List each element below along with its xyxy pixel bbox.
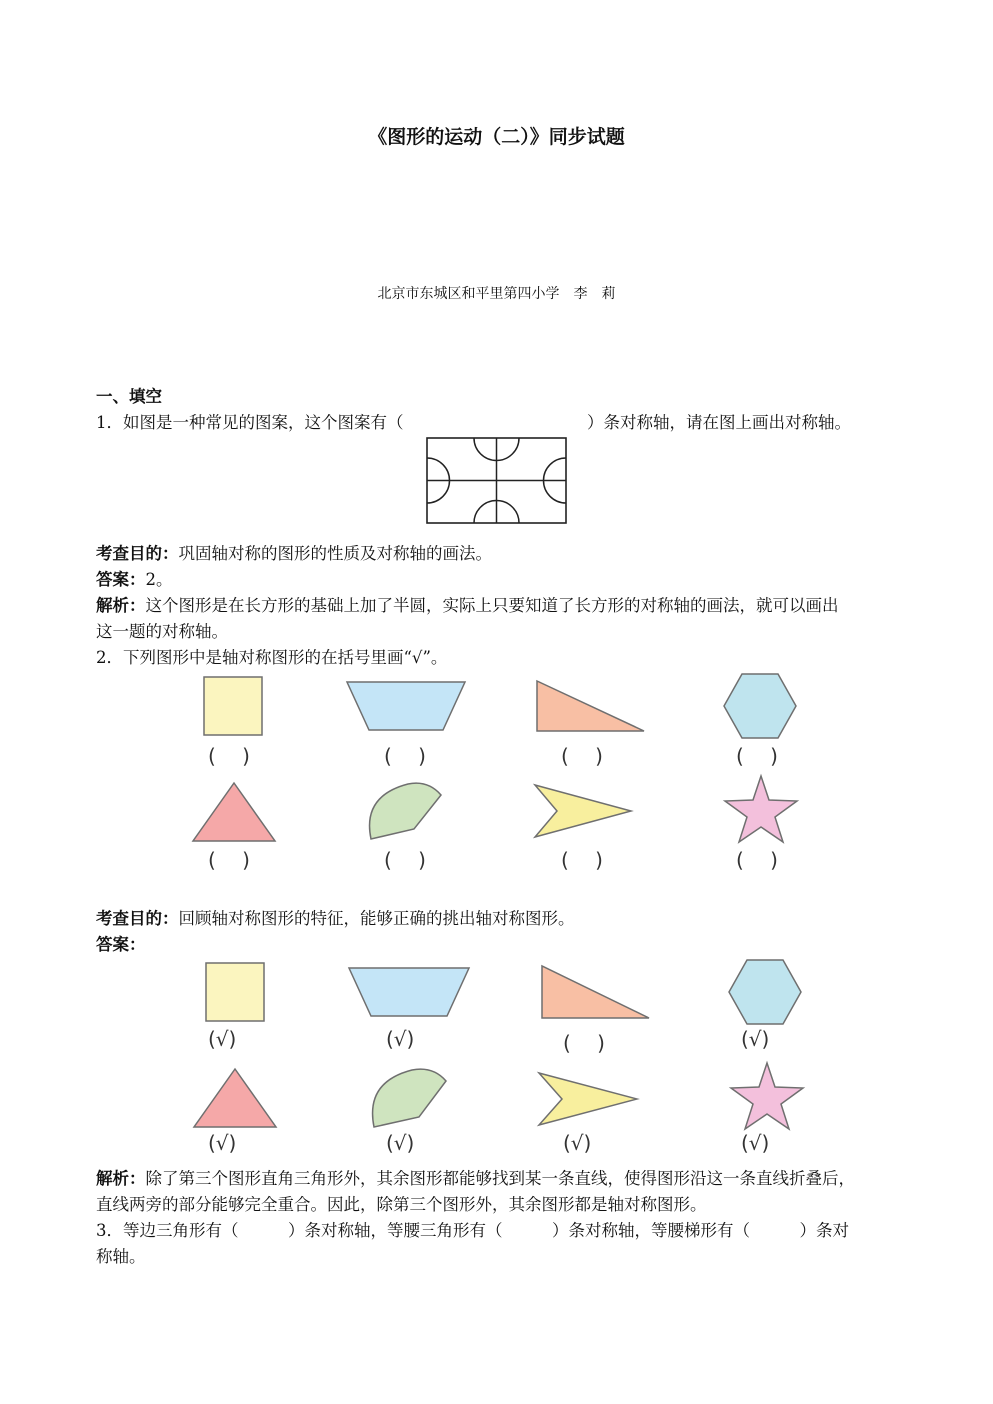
- blank-paren[interactable]: ( ): [208, 744, 250, 768]
- answer-mark: (√): [208, 1027, 237, 1051]
- q2-text: 2．下列图形中是轴对称图形的在括号里画“√”。: [96, 648, 448, 667]
- q2-analysis: 解析：除了第三个图形直角三角形外，其余图形都能够找到某一条直线，使得图形沿这一条直线折叠后，: [96, 1169, 855, 1188]
- answer-sector-shape: [369, 1068, 449, 1128]
- q1-analysis-cont: 这一题的对称轴。: [96, 622, 228, 641]
- star-shape: [724, 775, 798, 843]
- answer-star-shape: [730, 1062, 804, 1130]
- q1-purpose: 考查目的：巩固轴对称的图形的性质及对称轴的画法。: [96, 544, 492, 563]
- blank-paren[interactable]: ( ): [208, 848, 250, 872]
- q3-text: 3．等边三角形有（ ）条对称轴，等腰三角形有（ ）条对称轴，等腰梯形有（ ）条对: [96, 1221, 849, 1240]
- blank-paren[interactable]: ( ): [384, 848, 426, 872]
- answer-triangle-shape: [192, 1068, 278, 1128]
- triangle-shape: [191, 782, 277, 842]
- answer-mark: (√): [386, 1131, 415, 1155]
- q2-purpose: 考查目的：回顾轴对称图形的特征，能够正确的挑出轴对称图形。: [96, 909, 575, 928]
- answer-mark: (√): [741, 1027, 770, 1051]
- q2-analysis-cont: 直线两旁的部分能够完全重合。因此，除第三个图形外，其余图形都是轴对称图形。: [96, 1195, 707, 1214]
- sector-shape: [366, 782, 444, 840]
- trapezoid-shape: [346, 681, 466, 731]
- q3-text-cont: 称轴。: [96, 1247, 146, 1266]
- q1-analysis: 解析：这个图形是在长方形的基础上加了半圆，实际上只要知道了长方形的对称轴的画法，就可以画出: [96, 596, 839, 615]
- answer-square-shape: [205, 962, 265, 1022]
- arrowhead-shape: [533, 784, 633, 838]
- page-title: 《图形的运动（二）》同步试题: [368, 126, 625, 148]
- blank-paren[interactable]: ( ): [384, 744, 426, 768]
- answer-arrowhead-shape: [537, 1072, 639, 1126]
- author-line: 北京市东城区和平里第四小学 李 莉: [377, 286, 616, 302]
- answer-trapezoid-shape: [348, 967, 470, 1017]
- answer-mark: (√): [386, 1027, 415, 1051]
- q1-text-before: 1．如图是一种常见的图案，这个图案有（: [96, 413, 404, 432]
- answer-hexagon-shape: [728, 959, 802, 1025]
- blank-paren[interactable]: ( ): [736, 744, 778, 768]
- answer-mark: (√): [563, 1131, 592, 1155]
- answer-mark: ( ): [563, 1031, 605, 1055]
- q1-text-after: ）条对称轴，请在图上画出对称轴。: [587, 413, 851, 432]
- section-heading: 一、填空: [96, 387, 162, 406]
- hexagon-shape: [723, 673, 797, 739]
- right-triangle-shape: [536, 680, 646, 732]
- blank-paren[interactable]: ( ): [561, 848, 603, 872]
- q2-answer-label: 答案：: [96, 935, 146, 954]
- q1-pattern-figure: [426, 437, 567, 524]
- q1-answer: 答案：2。: [96, 570, 173, 589]
- answer-mark: (√): [208, 1131, 237, 1155]
- blank-paren[interactable]: ( ): [736, 848, 778, 872]
- blank-paren[interactable]: ( ): [561, 744, 603, 768]
- answer-mark: (√): [741, 1131, 770, 1155]
- answer-right-triangle-shape: [541, 965, 651, 1019]
- square-shape: [203, 676, 263, 736]
